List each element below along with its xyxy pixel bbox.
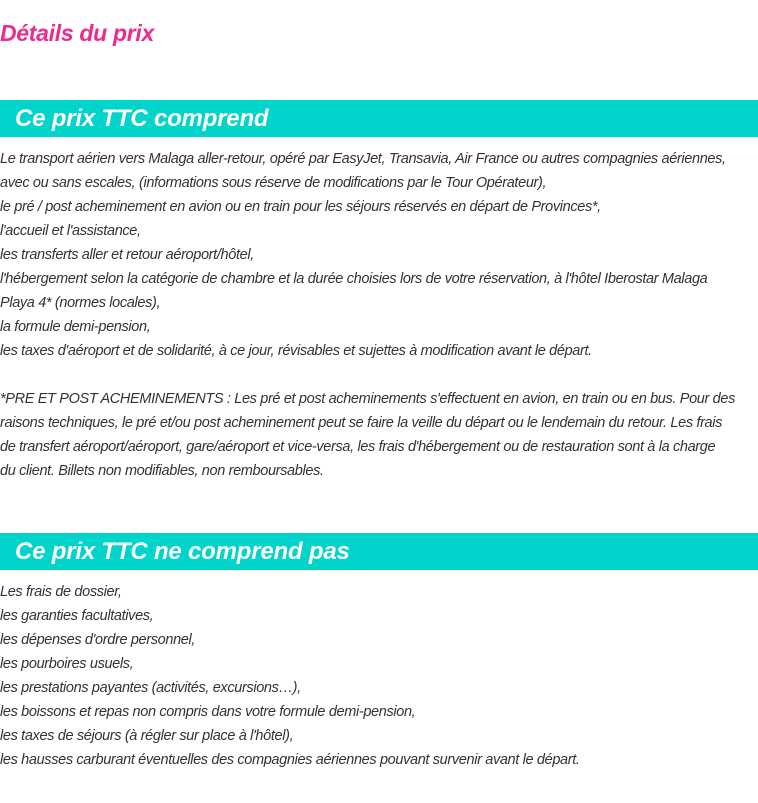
includes-line: avec ou sans escales, (informations sous réserve de modifications par le Tour Opérateur), xyxy=(0,175,547,191)
transfer-note-line: raisons techniques, le pré et/ou post acheminement peut se faire la veille du départ ou le lendemain du retour. Les frais xyxy=(0,415,723,431)
excludes-line: les taxes de séjours (à régler sur place à l'hôtel), xyxy=(0,728,294,744)
excludes-line: les prestations payantes (activités, excursions…), xyxy=(0,680,301,696)
excludes-line: Les frais de dossier, xyxy=(0,584,122,600)
excludes-line: les garanties facultatives, xyxy=(0,608,154,624)
includes-list xyxy=(0,147,758,363)
transfer-note-line: du client. Billets non modifiables, non remboursables. xyxy=(0,463,324,479)
excludes-section-header xyxy=(0,533,758,570)
includes-line: Playa 4* (normes locales), xyxy=(0,295,161,311)
includes-line: Le transport aérien vers Malaga aller-retour, opéré par EasyJet, Transavia, Air France ou autres compagnies aériennes, xyxy=(0,151,726,167)
excludes-line: les dépenses d'ordre personnel, xyxy=(0,632,196,648)
page-title: Détails du prix xyxy=(0,20,154,46)
includes-line: le pré / post acheminement en avion ou en train pour les séjours réservés en départ de Provinces*, xyxy=(0,199,601,215)
includes-line: la formule demi-pension, xyxy=(0,319,151,335)
excludes-list xyxy=(0,580,758,772)
includes-line: les taxes d'aéroport et de solidarité, à ce jour, révisables et sujettes à modification avant le départ. xyxy=(0,343,592,359)
excludes-line: les hausses carburant éventuelles des compagnies aériennes pouvant survenir avant le départ. xyxy=(0,752,580,768)
transfer-note xyxy=(0,387,758,483)
includes-heading: Ce prix TTC comprend xyxy=(15,105,269,132)
transfer-note-line: *PRE ET POST ACHEMINEMENTS : Les pré et post acheminements s'effectuent en avion, en train ou en bus. Pour des xyxy=(0,391,736,407)
includes-line: l'hébergement selon la catégorie de chambre et la durée choisies lors de votre réservation, à l'hôtel Iberostar Malaga xyxy=(0,271,708,287)
includes-section-header xyxy=(0,100,758,137)
transfer-note-line: de transfert aéroport/aéroport, gare/aéroport et vice-versa, les frais d'hébergement ou de restauration sont à la charge xyxy=(0,439,716,455)
excludes-line: les pourboires usuels, xyxy=(0,656,134,672)
includes-line: l'accueil et l'assistance, xyxy=(0,223,141,239)
includes-line: les transferts aller et retour aéroport/hôtel, xyxy=(0,247,254,263)
excludes-line: les boissons et repas non compris dans votre formule demi-pension, xyxy=(0,704,416,720)
excludes-heading: Ce prix TTC ne comprend pas xyxy=(15,538,350,565)
